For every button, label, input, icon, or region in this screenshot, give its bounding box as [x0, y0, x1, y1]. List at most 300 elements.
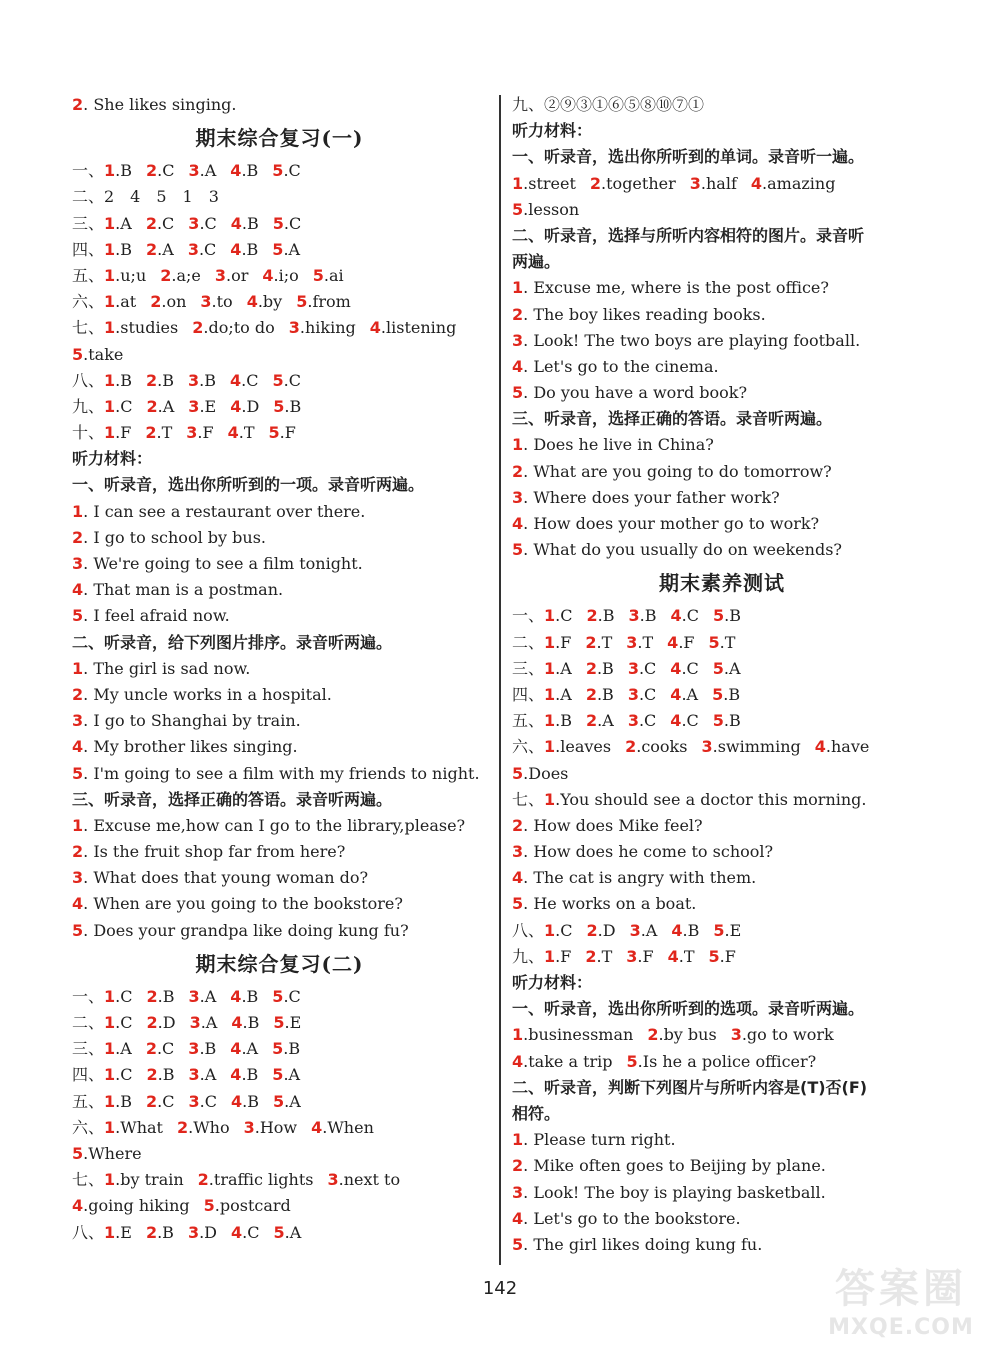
- item-number: 5: [272, 213, 284, 233]
- item-number: 5: [296, 292, 308, 312]
- page-number: 142: [482, 1278, 518, 1299]
- answer-value: B: [162, 370, 175, 390]
- answer-item: [272, 1065, 300, 1084]
- answer-item: [731, 1025, 834, 1044]
- item-number: 2: [150, 292, 162, 312]
- answer-item: [586, 659, 614, 678]
- answer-label: 二、: [512, 632, 545, 652]
- answer-value: have: [830, 737, 870, 757]
- answer-row: [72, 263, 487, 289]
- answer-value: listening: [386, 318, 457, 338]
- number-separator: .: [157, 1091, 163, 1111]
- section-heading: 二、听录音，判断下列图片与所听内容是(T)否(F): [512, 1077, 868, 1097]
- item-number: 4: [750, 173, 763, 193]
- number-separator: .: [83, 606, 94, 626]
- item-number: 4: [512, 1208, 524, 1228]
- column-divider: [499, 95, 501, 1265]
- item-number: 1: [104, 161, 116, 181]
- number-separator: .: [283, 239, 289, 259]
- text-line: [72, 839, 487, 865]
- number-separator: .: [555, 606, 561, 626]
- answer-value: u;u: [120, 265, 147, 285]
- number-separator: .: [323, 265, 330, 285]
- answer-value: B: [162, 1065, 175, 1085]
- number-separator: .: [283, 986, 289, 1006]
- item-number: 3: [72, 711, 84, 731]
- item-number: 4: [230, 239, 242, 259]
- answer-item: [200, 292, 232, 311]
- answer-item: [647, 1025, 716, 1044]
- answer-item: [104, 292, 136, 311]
- number-separator: .: [825, 737, 831, 757]
- answer-item: [712, 685, 740, 704]
- item-number: 4: [230, 161, 242, 181]
- item-number: 2: [145, 213, 157, 233]
- number-separator: .: [719, 946, 725, 966]
- answer-value: A: [204, 986, 217, 1006]
- answer-item: [186, 423, 213, 442]
- number-separator: .: [157, 1222, 163, 1242]
- answer-value: B: [288, 1039, 301, 1059]
- answer-value: D: [204, 1222, 217, 1242]
- item-number: 1: [544, 789, 556, 809]
- number-separator: .: [283, 161, 289, 181]
- answer-item: [628, 659, 656, 678]
- answer-value: going hiking: [88, 1196, 190, 1216]
- number-separator: .: [681, 658, 687, 678]
- answer-row: [512, 1049, 932, 1075]
- number-separator: .: [198, 239, 205, 259]
- number-separator: .: [241, 396, 247, 416]
- text-line: [72, 682, 487, 708]
- number-separator: .: [596, 658, 603, 678]
- answer-value: A: [560, 658, 572, 678]
- number-separator: .: [208, 1170, 214, 1190]
- answer-item: [626, 947, 653, 966]
- answer-item: [670, 711, 698, 730]
- answer-value: i;o: [278, 265, 299, 285]
- number-separator: .: [307, 292, 313, 312]
- answer-value: A: [205, 1013, 218, 1033]
- answer-value: C: [288, 370, 301, 390]
- answer-row: [512, 708, 932, 734]
- answer-label: 五、: [72, 1091, 105, 1111]
- text-line: [72, 656, 487, 682]
- answer-row: [72, 211, 487, 237]
- item-number: 4: [670, 684, 682, 704]
- text-line: [512, 459, 932, 485]
- answer-item: [544, 711, 572, 730]
- number-separator: .: [637, 1051, 643, 1071]
- item-number: 5: [272, 1091, 285, 1111]
- answer-value: B: [560, 711, 573, 731]
- section-heading: 二、听录音，选择与所听内容相符的图片。录音听: [512, 225, 865, 245]
- number-separator: .: [523, 1156, 534, 1176]
- answer-value: next to: [343, 1170, 401, 1190]
- answer-value: ai: [329, 265, 344, 285]
- item-number: 2: [146, 1091, 158, 1111]
- answer-value: E: [120, 1222, 132, 1242]
- number-separator: .: [273, 265, 279, 285]
- item-number: 2: [146, 1065, 158, 1085]
- number-separator: .: [115, 1065, 121, 1085]
- answer-label: 四、: [512, 684, 545, 704]
- answer-item: [586, 685, 614, 704]
- text-line: [512, 432, 932, 458]
- text-line: [512, 485, 932, 511]
- item-number: 3: [627, 684, 639, 704]
- answer-item: [247, 292, 283, 311]
- answer-row: 二、2 4 5 1 3: [72, 187, 219, 207]
- item-number: 3: [629, 920, 641, 940]
- answer-row: [72, 1193, 487, 1219]
- item-number: 1: [104, 423, 116, 443]
- item-text: I feel afraid now.: [93, 606, 230, 626]
- answer-label: 七、: [72, 1170, 105, 1190]
- answer-row: [512, 787, 932, 813]
- number-separator: .: [555, 946, 561, 966]
- item-text: My uncle works in a hospital.: [93, 684, 332, 704]
- number-separator: .: [523, 330, 534, 350]
- answer-label: 一、: [72, 161, 105, 181]
- number-separator: .: [639, 606, 645, 626]
- item-text: How does your mother go to work?: [533, 514, 820, 533]
- item-number: 3: [72, 868, 84, 888]
- answer-item: [629, 606, 657, 625]
- item-number: 2: [197, 1170, 209, 1190]
- answer-item: [585, 947, 612, 966]
- answer-item: [230, 1039, 258, 1058]
- number-separator: .: [199, 986, 205, 1006]
- item-text: The boy likes reading books.: [533, 304, 766, 324]
- number-separator: .: [723, 684, 729, 704]
- item-number: 5: [512, 763, 524, 783]
- item-number: 3: [627, 711, 639, 731]
- number-separator: .: [200, 1013, 206, 1033]
- number-separator: .: [241, 213, 248, 233]
- answer-value: hiking: [305, 318, 356, 338]
- item-number: 2: [512, 304, 524, 324]
- number-separator: .: [242, 1091, 248, 1111]
- number-separator: .: [115, 1013, 121, 1033]
- number-separator: .: [83, 501, 94, 521]
- answer-item: [230, 397, 259, 416]
- number-separator: .: [700, 173, 706, 193]
- answer-value: T: [724, 632, 736, 652]
- item-number: 3: [188, 396, 200, 416]
- number-separator: .: [523, 278, 534, 298]
- item-text: Look! The two boys are playing football.: [533, 330, 861, 350]
- answer-row: [512, 944, 932, 970]
- answer-value: half: [705, 173, 737, 193]
- item-number: 1: [72, 658, 84, 678]
- answer-value: C: [686, 606, 699, 626]
- section-heading: 一、听录音，选出你所听到的选项。录音听两遍。: [512, 999, 865, 1019]
- answer-item: [586, 711, 614, 730]
- answer-value: D: [162, 1013, 176, 1033]
- item-number: 5: [72, 344, 84, 364]
- answer-label: 一、: [512, 606, 545, 626]
- item-number: 1: [104, 1013, 116, 1033]
- item-number: 2: [512, 1156, 524, 1176]
- answer-value: swimming: [717, 737, 801, 757]
- answer-value: A: [204, 161, 217, 181]
- number-separator: .: [241, 239, 247, 259]
- item-number: 4: [670, 606, 682, 626]
- answer-item: [690, 174, 737, 193]
- number-separator: .: [242, 1222, 248, 1242]
- number-separator: .: [199, 1222, 205, 1242]
- answer-value: T: [243, 423, 255, 443]
- item-number: 4: [230, 986, 242, 1006]
- answer-item: [147, 1065, 175, 1084]
- item-number: 2: [146, 370, 158, 390]
- number-separator: .: [640, 920, 646, 940]
- number-separator: .: [241, 1039, 247, 1059]
- answer-item: [188, 214, 216, 233]
- answer-item: [104, 161, 132, 180]
- text-line: [512, 537, 932, 563]
- answer-row: [512, 630, 932, 656]
- number-separator: .: [523, 1234, 534, 1254]
- answer-item: [370, 318, 457, 337]
- answer-row: [72, 984, 487, 1010]
- number-separator: .: [283, 1065, 289, 1085]
- answer-value: B: [247, 1013, 260, 1033]
- item-number: 3: [626, 946, 638, 966]
- answer-label: 三、: [72, 213, 105, 233]
- answer-item: [145, 423, 172, 442]
- answer-value: C: [204, 1091, 217, 1111]
- answer-value: C: [644, 658, 657, 678]
- answer-item: [104, 240, 132, 259]
- answer-item: [150, 292, 186, 311]
- item-number: 2: [72, 527, 84, 547]
- number-separator: .: [523, 1182, 534, 1202]
- text-line: [512, 328, 932, 354]
- item-number: 5: [72, 920, 84, 940]
- answer-item: [296, 292, 351, 311]
- item-number: 5: [272, 1065, 284, 1085]
- answer-value: F: [120, 423, 132, 443]
- answer-value: B: [602, 684, 614, 704]
- answer-row: [72, 1220, 487, 1246]
- text-line: [512, 302, 932, 328]
- number-separator: .: [555, 920, 561, 940]
- answer-label: 七、: [72, 318, 105, 338]
- number-separator: .: [242, 1013, 248, 1033]
- item-number: 2: [586, 920, 598, 940]
- item-number: 3: [188, 1039, 200, 1059]
- answer-row: [512, 1022, 932, 1048]
- answer-item: [215, 266, 249, 285]
- answer-value: B: [246, 986, 259, 1006]
- answer-item: [189, 161, 217, 180]
- number-separator: .: [596, 632, 602, 652]
- number-separator: .: [115, 292, 121, 312]
- answer-row: [72, 1010, 487, 1036]
- answer-value: E: [204, 396, 217, 416]
- answer-label: 八、: [72, 1222, 105, 1242]
- answer-value: B: [602, 658, 614, 678]
- item-number: 5: [708, 632, 720, 652]
- number-separator: .: [555, 711, 561, 731]
- number-separator: .: [523, 815, 534, 835]
- answer-item: [104, 371, 132, 390]
- item-number: 1: [544, 658, 556, 678]
- item-text: What does that young woman do?: [93, 868, 369, 888]
- answer-value: B: [246, 239, 259, 259]
- answer-item: [104, 1065, 132, 1084]
- answer-item: [709, 947, 736, 966]
- answer-value: by bus: [663, 1025, 717, 1045]
- number-separator: .: [203, 318, 209, 338]
- number-separator: .: [678, 632, 684, 652]
- item-number: 5: [712, 606, 725, 626]
- item-text: What do you usually do on weekends?: [533, 540, 842, 560]
- number-separator: .: [199, 1091, 205, 1111]
- item-number: 4: [262, 265, 274, 285]
- text-line: [72, 551, 487, 577]
- answer-row: [72, 315, 487, 341]
- text-line: [72, 499, 487, 525]
- answer-item: [230, 161, 258, 180]
- answer-item: [189, 1065, 217, 1084]
- item-number: 2: [72, 842, 84, 862]
- answer-label: 六、: [72, 1117, 105, 1137]
- answer-value: F: [284, 423, 296, 443]
- answer-value: B: [204, 370, 217, 390]
- number-separator: .: [682, 920, 688, 940]
- answer-item: [630, 921, 658, 940]
- answer-value: or: [231, 265, 249, 285]
- item-number: 1: [512, 278, 524, 298]
- answer-row: [512, 682, 932, 708]
- number-separator: .: [241, 161, 247, 181]
- answer-item: [146, 1223, 174, 1242]
- number-separator: .: [555, 684, 561, 704]
- item-number: 2: [512, 461, 524, 481]
- answer-value: C: [120, 396, 133, 416]
- item-number: 1: [104, 396, 116, 416]
- answer-row: [72, 1115, 487, 1141]
- answer-item: [146, 1092, 174, 1111]
- number-separator: .: [115, 396, 121, 416]
- answer-value: A: [204, 1065, 217, 1085]
- number-separator: .: [380, 318, 387, 338]
- answer-item: [273, 214, 301, 233]
- answer-item: [147, 1013, 176, 1032]
- number-separator: .: [199, 396, 205, 416]
- answer-item: [628, 685, 656, 704]
- answer-value: B: [120, 1091, 133, 1111]
- section-heading: 三、听录音，选择正确的答语。录音听两遍。: [72, 789, 393, 809]
- answer-item: [273, 1223, 301, 1242]
- text-line: [72, 813, 487, 839]
- item-number: 4: [512, 1051, 524, 1071]
- number-separator: .: [724, 606, 730, 626]
- answer-value: A: [162, 239, 174, 259]
- item-number: 5: [268, 423, 280, 443]
- number-separator: .: [523, 487, 534, 507]
- section-heading: 两遍。: [512, 252, 561, 272]
- item-number: 4: [512, 514, 524, 533]
- answer-value: T: [601, 632, 613, 652]
- item-number: 1: [512, 1130, 524, 1150]
- item-text: The girl likes doing kung fu.: [533, 1234, 763, 1254]
- number-separator: .: [637, 632, 643, 652]
- answer-item: [544, 685, 572, 704]
- item-number: 1: [104, 265, 116, 285]
- text-line: [72, 577, 487, 603]
- answer-item: [626, 633, 653, 652]
- number-separator: .: [283, 1039, 289, 1059]
- item-number: 4: [230, 396, 242, 416]
- item-number: 3: [627, 658, 639, 678]
- number-separator: .: [156, 423, 162, 443]
- item-number: 2: [146, 239, 158, 259]
- answer-item: [628, 711, 656, 730]
- number-separator: .: [157, 1065, 163, 1085]
- number-separator: .: [83, 920, 94, 940]
- answer-value: E: [729, 920, 742, 940]
- number-separator: .: [241, 1065, 247, 1085]
- item-text: Look! The boy is playing basketball.: [533, 1182, 826, 1202]
- answer-row: [72, 1062, 487, 1088]
- item-number: 2: [585, 632, 597, 652]
- number-separator: .: [83, 658, 94, 678]
- item-number: 5: [512, 383, 524, 403]
- number-separator: .: [226, 265, 232, 285]
- section-heading: 二、听录音，给下列图片排序。录音听两遍。: [72, 632, 393, 652]
- item-number: 2: [647, 1025, 659, 1045]
- answer-value: C: [162, 161, 175, 181]
- item-number: 5: [72, 763, 84, 783]
- number-separator: .: [712, 737, 718, 757]
- number-separator: .: [188, 1117, 194, 1137]
- answer-row: [72, 158, 487, 184]
- answer-item: [544, 947, 571, 966]
- text-line: [512, 354, 932, 380]
- answer-item: [512, 1052, 613, 1071]
- item-number: 5: [72, 606, 84, 626]
- watermark-logo: [816, 1265, 986, 1353]
- answer-label: 九、: [72, 396, 105, 416]
- number-separator: .: [115, 213, 121, 233]
- number-separator: .: [681, 684, 687, 704]
- number-separator: .: [199, 370, 205, 390]
- answer-value: studies: [120, 318, 179, 338]
- number-separator: .: [597, 606, 603, 626]
- answer-value: B: [644, 606, 657, 626]
- answer-value: B: [728, 684, 741, 704]
- answer-item: [72, 345, 123, 364]
- item-number: 2: [146, 161, 158, 181]
- text-line: [512, 1180, 932, 1206]
- answer-value: B: [120, 239, 133, 259]
- answer-value: A: [120, 1039, 132, 1059]
- item-number: 3: [689, 173, 701, 193]
- text-line: [72, 734, 487, 760]
- answer-item: [104, 397, 132, 416]
- item-number: 5: [712, 684, 724, 704]
- answer-item: [188, 1039, 216, 1058]
- answer-value: How: [259, 1117, 298, 1137]
- item-number: 1: [104, 1065, 116, 1085]
- item-text: I'm going to see a film with my friends to night.: [93, 763, 480, 783]
- answer-value: C: [120, 986, 133, 1006]
- item-text: Where does your father work?: [533, 487, 780, 507]
